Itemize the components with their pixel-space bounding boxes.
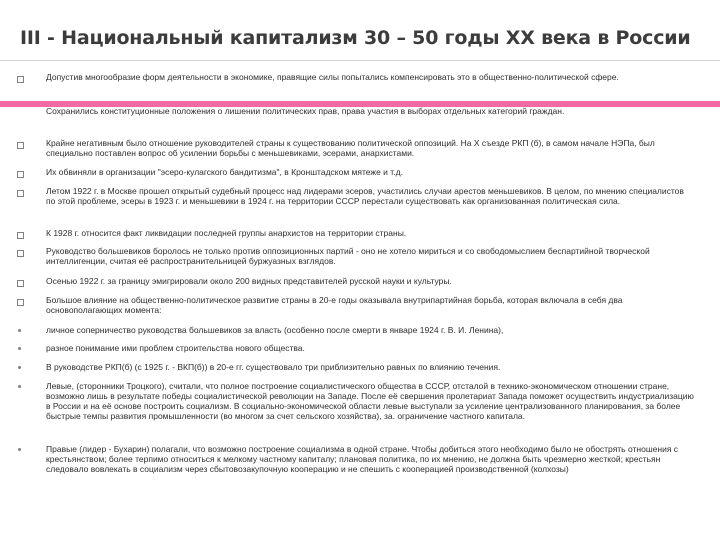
dot-bullet-icon	[18, 448, 21, 451]
dot-bullet-icon	[18, 347, 21, 350]
square-bullet-icon	[17, 142, 24, 149]
square-bullet-icon	[17, 250, 24, 257]
dot-bullet-icon	[18, 329, 21, 332]
list-item-text: Летом 1922 г. в Москве прошел открытый судебный процесс над лидерами эсеров, участились случаи арестов меньшевиков. В целом, по мнению специалистов по этой проблеме, эсеры в 1923 г. и меньшевики в 1924 г. на территории СССР перестали существовать как организованная политическая сила.	[46, 186, 684, 206]
square-bullet-icon	[17, 299, 24, 306]
list-item-text: Осенью 1922 г. за границу эмигрировали около 200 видных представителей русской науки и культуры.	[46, 276, 452, 286]
list-item-text: Большое влияние на общественно-политическое развитие страны в 20-е годы оказывала внутрипартийная борьба, которая включала в себя два основополагающих момента:	[46, 295, 623, 315]
list-item-text: разное понимание ими проблем строительства нового общества.	[46, 343, 305, 353]
square-bullet-icon	[17, 232, 24, 239]
dot-bullet-icon	[18, 385, 21, 388]
list-item-text: Крайне негативным было отношение руководителей страны к существованию политической оппозиций. На X съезде РКП (б), в самом начале НЭПа, был специально поставлен вопрос об усилении борьбы с меньшевиками, эсерами, анархистами.	[46, 138, 655, 158]
list-item-text: В руководстве РКП(б) (с 1925 г. - ВКП(б)) в 20-е гг. существовало три приблизительно равных по влиянию течения.	[46, 362, 501, 372]
dot-bullet-icon	[18, 366, 21, 369]
list-item-text: Правые (лидер - Бухарин) полагали, что возможно построение социализма в одной стране. Чтобы добиться этого необходимо было не обострять отношения с крестьянством; более терпимо относиться к мелкому частному капиталу; плановая политика, по их мнению, не должна быть чрезмерно жесткой; крестьян следовало вовлекать в социализм через сбытовозакупочную кооперацию и не спешить с кооперацией производственной (колхозы)	[46, 444, 679, 474]
list-item-text: личное соперничество руководства большевиков за власть (особенно после смерти в январе 1924 г. В. И. Ленина),	[46, 325, 504, 335]
slide-title: III - Национальный капитализм 30 – 50 годы XX века в России	[20, 27, 691, 49]
square-bullet-icon	[17, 171, 24, 178]
square-bullet-icon	[17, 280, 24, 287]
list-item-text: Левые, (сторонники Троцкого), считали, что полное построение социалистического общества в СССР, отсталой в технико-экономическом отношении стране, возможно лишь в результате победы социалистической революции на Западе. После её свершения пролетариат Запада поможет осуществить индустриализацию в России и на её основе построить социализм. В социально-экономической области левые выступали за усиление централизованного планирования, за более быстрые темпы развития промышленности (во многом за счет сельского хозяйства), за. ограничение частного капитала.	[46, 381, 694, 421]
list-item-text: Их обвиняли в организации "эсеро-кулагского бандитизма", в Кронштадском мятеже и т.д.	[46, 167, 403, 177]
title-divider	[0, 60, 720, 61]
list-item-text: Руководство большевиков боролось не только против оппозиционных партий - оно не хотело мириться и со свободомыслием беспартийной творческой интеллигенции, считая её распространительницей буржуазных взглядов.	[46, 246, 650, 266]
list-item-text: К 1928 г. относится факт ликвидации последней группы анархистов на территории страны.	[46, 228, 407, 238]
list-item-text: Сохранились конституционные положения о лишении политических прав, права участия в выборах отдельных категорий граждан.	[46, 106, 565, 116]
list-item-text: Допустив многообразие форм деятельности в экономике, правящие силы попытались компенсировать это в общественно-политической сфере.	[46, 72, 619, 82]
square-bullet-icon	[17, 76, 24, 83]
square-bullet-icon	[17, 190, 24, 197]
